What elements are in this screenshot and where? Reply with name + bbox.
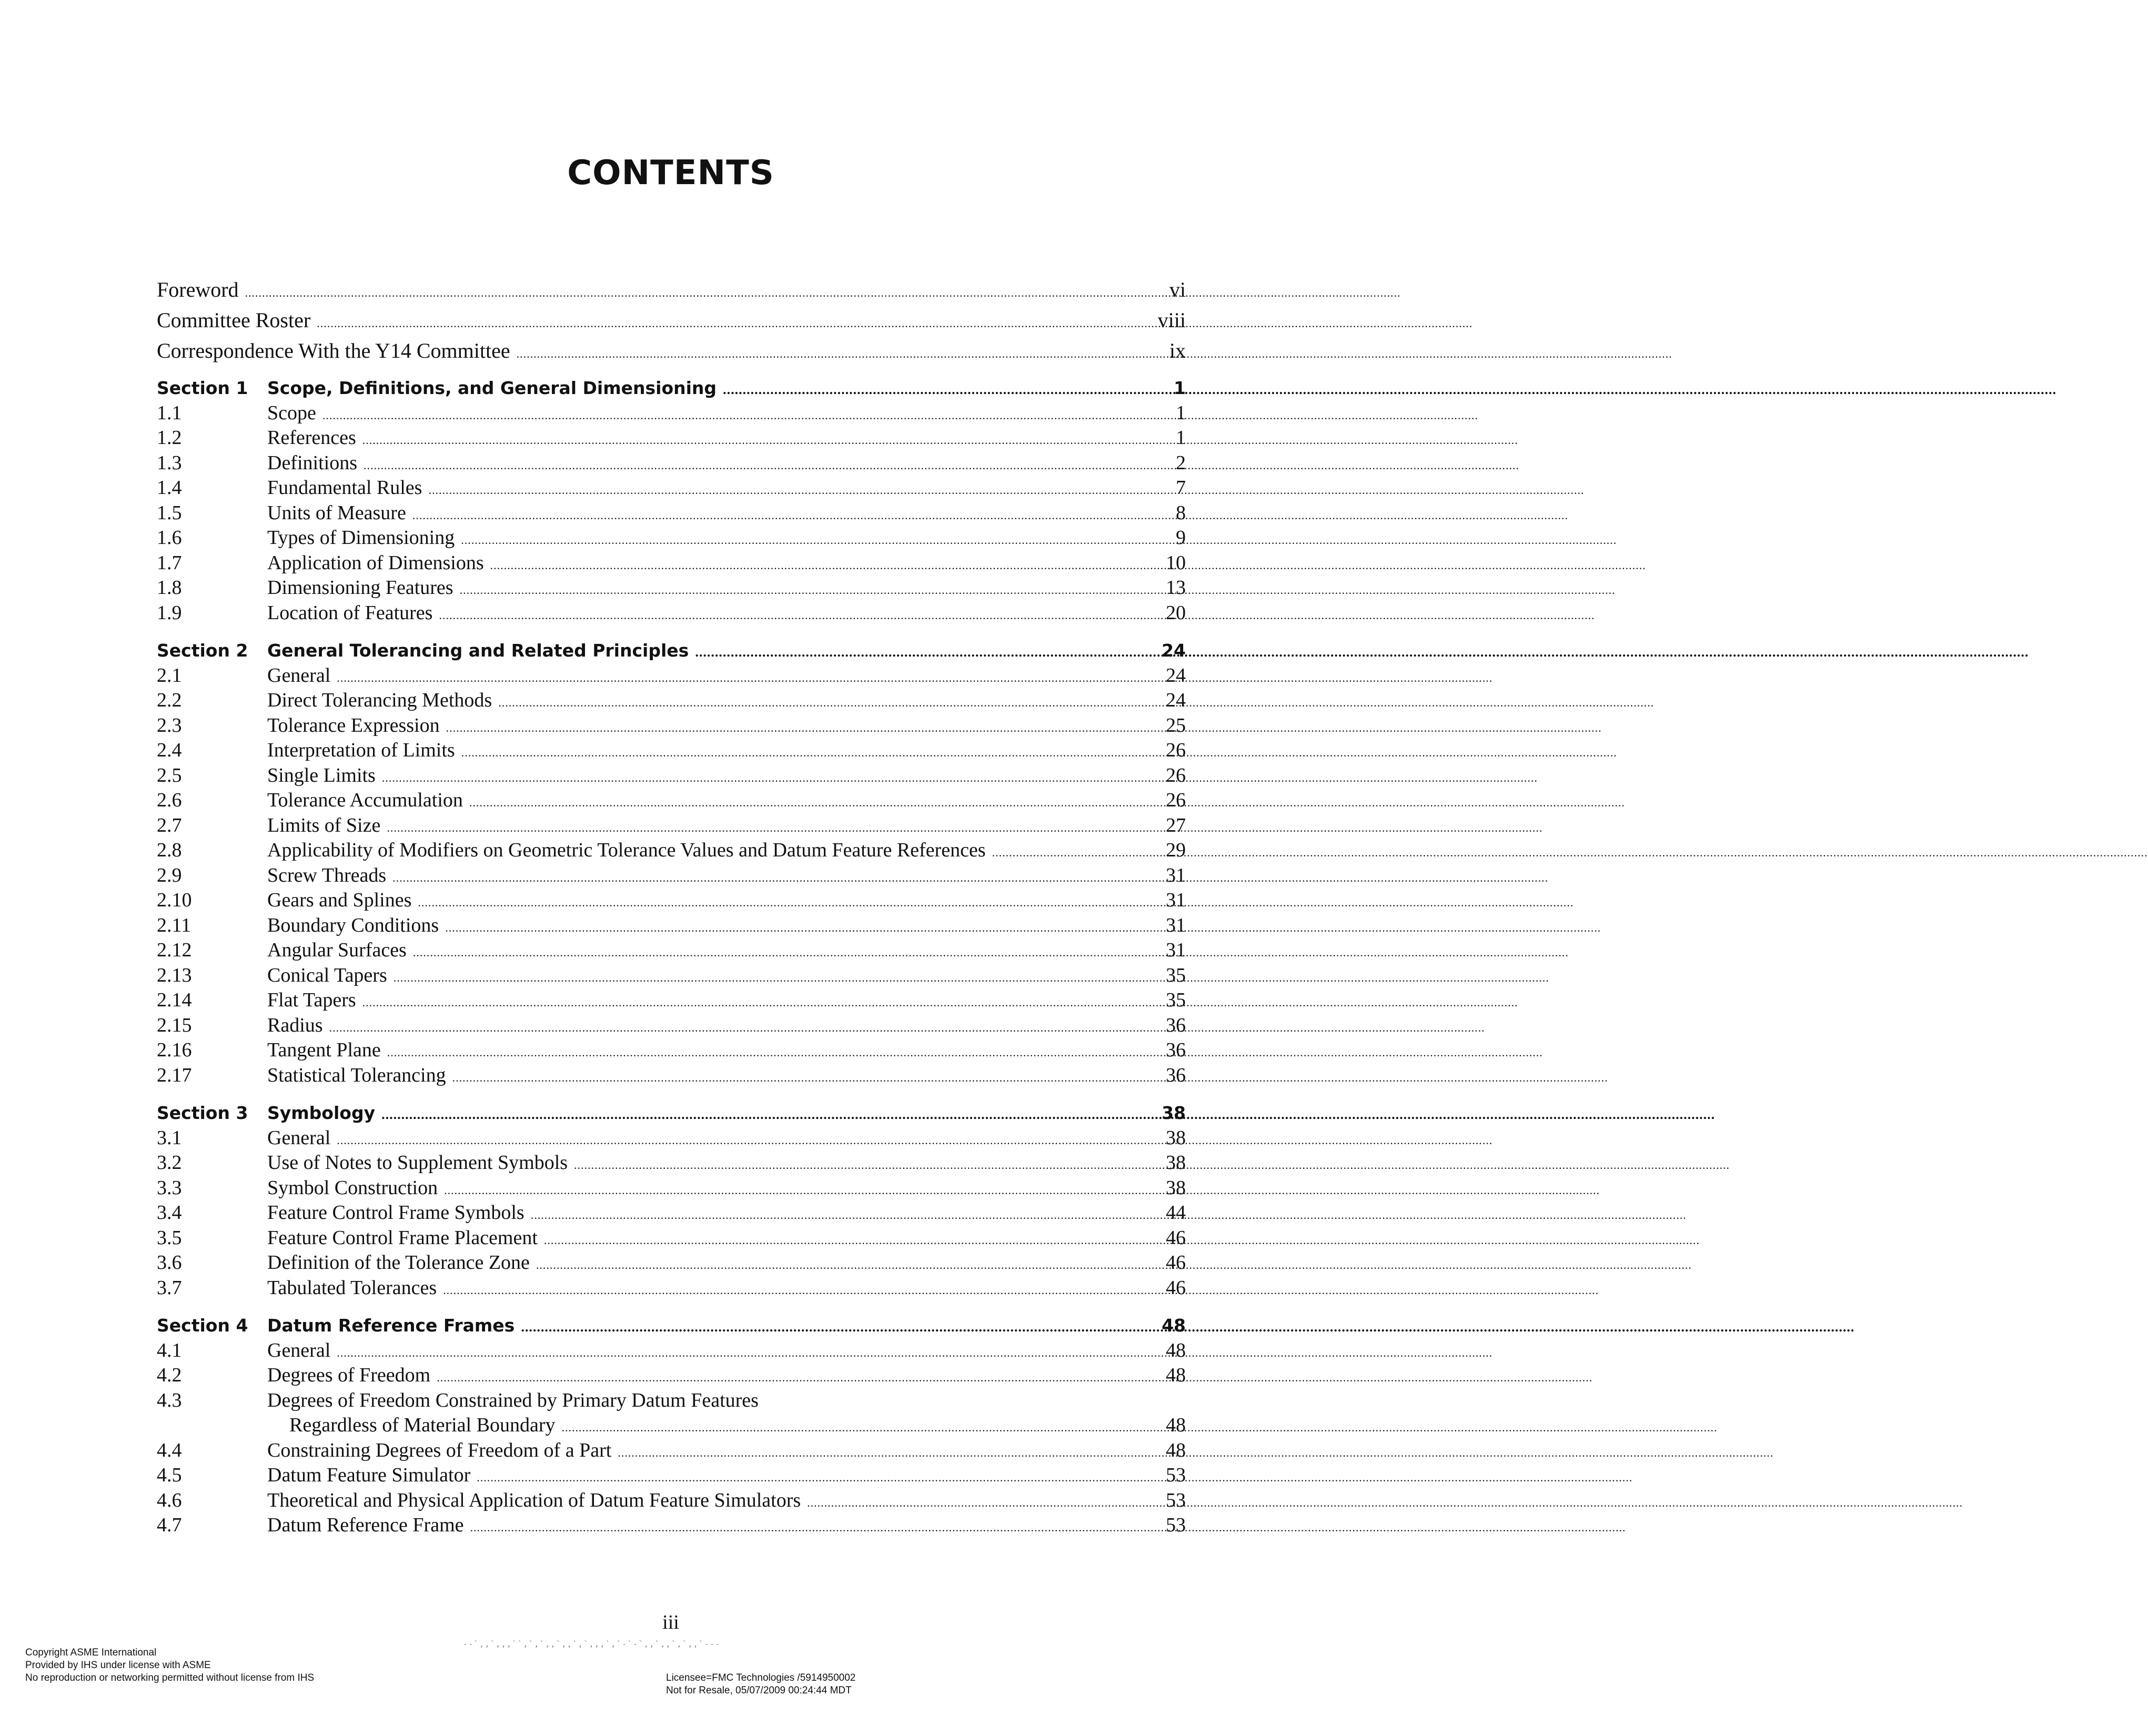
section-heading	[157, 1313, 1186, 1338]
toc-entry	[157, 788, 1186, 813]
footer-left-line: Copyright ASME International	[25, 1647, 157, 1658]
dot-leader	[437, 1365, 1592, 1390]
entry-title: Constraining Degrees of Freedom of a Part	[267, 1439, 612, 1461]
entry-title-wrap	[157, 305, 1186, 339]
toc-entry	[157, 1200, 1186, 1226]
entry-title-wrap	[157, 336, 1186, 369]
entry-title: Tangent Plane	[267, 1039, 381, 1061]
entry-page: 48	[1166, 1439, 1186, 1461]
entry-number: 2.9	[157, 864, 182, 886]
page-title: CONTENTS	[567, 154, 774, 193]
entry-number: 3.2	[157, 1152, 182, 1174]
toc-entry	[157, 863, 1186, 889]
entry-page: 38	[1166, 1176, 1186, 1199]
dot-leader	[536, 1253, 1692, 1278]
entry-title: Angular Surfaces	[267, 939, 407, 961]
footer-right-line: Licensee=FMC Technologies /5914950002	[666, 1672, 856, 1683]
entry-title: Regardless of Material Boundary	[289, 1414, 556, 1436]
entry-page: 24	[1162, 640, 1186, 661]
entry-title-wrap	[267, 426, 1186, 453]
toc-entry	[157, 426, 1186, 451]
front-matter-list	[157, 275, 1186, 366]
entry-title-wrap	[267, 713, 1186, 741]
toc-entry	[157, 663, 1186, 689]
entry-title-wrap	[267, 401, 1186, 428]
toc-entry	[157, 1250, 1186, 1276]
entry-title-wrap	[267, 1438, 1186, 1466]
entry-title-wrap	[157, 275, 1186, 308]
toc-entry	[157, 601, 1186, 626]
dot-leader	[245, 278, 1401, 308]
entry-title-wrap	[289, 1413, 1186, 1440]
entry-title: Theoretical and Physical Application of Datum Feature Simulators	[267, 1489, 801, 1511]
dot-leader	[521, 1315, 1854, 1340]
entry-page: 8	[1176, 501, 1186, 524]
entry-title: Datum Reference Frame	[267, 1514, 464, 1536]
entry-title: General	[267, 1339, 331, 1361]
toc-entry	[157, 476, 1186, 501]
entry-page: 46	[1166, 1226, 1186, 1249]
dot-leader	[317, 308, 1473, 339]
entry-title-wrap	[267, 601, 1186, 628]
entry-page: viii	[1157, 308, 1186, 332]
dot-leader	[618, 1440, 1773, 1466]
scan-marks: --`,,`,,,``,`,`,,`,,`,`,,,`,`-`-`,,`,,`,`,,`---	[463, 1640, 721, 1649]
entry-title-wrap	[267, 738, 1186, 765]
entry-page: 48	[1166, 1414, 1186, 1436]
entry-page: 1	[1176, 401, 1186, 424]
entry-number: 4.5	[157, 1464, 182, 1486]
front-matter-item	[157, 305, 1186, 336]
entry-title: Statistical Tolerancing	[267, 1064, 446, 1086]
toc-entry	[157, 1438, 1186, 1464]
dot-leader	[498, 690, 1654, 715]
toc-entry	[157, 1463, 1186, 1488]
entry-title-wrap	[267, 526, 1186, 553]
entry-page: 48	[1162, 1315, 1186, 1336]
toc-entry	[157, 738, 1186, 763]
dot-leader	[428, 478, 1584, 503]
entry-title-wrap	[267, 1363, 1186, 1390]
entry-number: 1.9	[157, 601, 182, 624]
entry-title-wrap	[267, 476, 1186, 503]
entry-title-wrap	[267, 1226, 1186, 1253]
entry-title-wrap	[267, 1313, 1186, 1340]
footer-left-line: No reproduction or networking permitted without license from IHS	[25, 1672, 315, 1683]
entry-title: Location of Features	[267, 601, 433, 624]
entry-number: 1.2	[157, 427, 182, 449]
dot-leader	[322, 403, 1478, 428]
entry-title: Degrees of Freedom Constrained by Primary Datum Features	[267, 1389, 759, 1411]
entry-number: 1.7	[157, 551, 182, 574]
entry-page: ix	[1169, 339, 1186, 362]
entry-title-wrap	[267, 638, 1186, 665]
dot-leader	[561, 1415, 1717, 1440]
toc-entry	[157, 451, 1186, 476]
entry-title: Use of Notes to Supplement Symbols	[267, 1152, 568, 1174]
entry-title: General	[267, 664, 331, 687]
entry-title: Applicability of Modifiers on Geometric Tolerance Values and Datum Feature References	[267, 839, 986, 861]
entry-number: 4.6	[157, 1489, 182, 1511]
entry-number: Section 2	[157, 640, 248, 661]
toc-entry	[157, 1388, 1186, 1414]
footer-right-line: Not for Resale, 05/07/2009 00:24:44 MDT	[666, 1685, 852, 1696]
dot-leader	[517, 339, 1672, 369]
footer-left	[25, 1647, 314, 1684]
entry-title-wrap	[267, 551, 1186, 578]
entry-number: 3.7	[157, 1276, 182, 1299]
entry-number: 3.1	[157, 1126, 182, 1149]
entry-title-wrap	[267, 1488, 1186, 1516]
entry-title: Correspondence With the Y14 Committee	[157, 339, 510, 362]
entry-page: 48	[1166, 1339, 1186, 1361]
dot-leader	[394, 965, 1549, 991]
entry-title: Gears and Splines	[267, 889, 412, 911]
entry-number: 1.8	[157, 577, 182, 599]
entry-title: Application of Dimensions	[267, 551, 484, 574]
entry-number: 2.2	[157, 689, 182, 711]
entry-page: 35	[1166, 964, 1186, 986]
entry-number: 2.11	[157, 914, 191, 936]
entry-title: References	[267, 427, 356, 449]
entry-page: 29	[1166, 839, 1186, 861]
dot-leader	[445, 915, 1601, 941]
entry-number: 2.4	[157, 739, 182, 761]
section-heading	[157, 376, 1186, 401]
footer-left-line: Provided by IHS under license with ASME	[25, 1660, 211, 1671]
toc-entry	[157, 1513, 1186, 1538]
entry-page: 31	[1166, 889, 1186, 911]
entry-number: 2.10	[157, 889, 192, 911]
entry-title: Degrees of Freedom	[267, 1364, 431, 1386]
entry-page: 46	[1166, 1251, 1186, 1274]
entry-title: Single Limits	[267, 764, 376, 786]
entry-title: General Tolerancing and Related Principles	[267, 640, 689, 661]
entry-number: 2.14	[157, 989, 192, 1011]
entry-page: 7	[1176, 477, 1186, 499]
entry-page: 27	[1166, 814, 1186, 836]
entry-title-wrap	[267, 788, 1186, 815]
entry-number: 3.3	[157, 1176, 182, 1199]
entry-page: 48	[1166, 1364, 1186, 1386]
entry-title: Dimensioning Features	[267, 577, 453, 599]
entry-title: Feature Control Frame Placement	[267, 1226, 538, 1249]
entry-title-wrap	[267, 938, 1186, 965]
dot-leader	[477, 1465, 1632, 1490]
entry-number: 4.7	[157, 1514, 182, 1536]
entry-number: 3.4	[157, 1202, 182, 1224]
entry-title: Fundamental Rules	[267, 477, 422, 499]
dot-leader	[381, 1102, 1715, 1127]
entry-page: 53	[1166, 1489, 1186, 1511]
entry-number: 2.17	[157, 1064, 192, 1086]
toc-entry	[157, 501, 1186, 526]
dot-leader	[413, 940, 1569, 965]
entry-title: Types of Dimensioning	[267, 527, 455, 549]
dot-leader	[723, 377, 2056, 402]
entry-title-wrap	[267, 663, 1186, 691]
entry-title: Conical Tapers	[267, 964, 387, 986]
entry-title: Tabulated Tolerances	[267, 1276, 437, 1299]
entry-title-wrap	[267, 501, 1186, 528]
entry-title-wrap	[267, 888, 1186, 915]
sections-list	[157, 376, 1186, 1538]
dot-leader	[364, 453, 1519, 478]
entry-title-wrap	[267, 1126, 1186, 1153]
entry-title-wrap	[267, 1513, 1186, 1540]
entry-number: 4.1	[157, 1339, 182, 1361]
footer-right	[666, 1672, 855, 1697]
entry-page: 1	[1176, 427, 1186, 449]
entry-page: 31	[1166, 864, 1186, 886]
entry-title: Interpretation of Limits	[267, 739, 455, 761]
entry-number: 3.6	[157, 1251, 182, 1274]
toc-entry	[157, 576, 1186, 601]
entry-page: 38	[1166, 1152, 1186, 1174]
entry-number: Section 4	[157, 1315, 248, 1336]
entry-title-wrap	[267, 576, 1186, 603]
dot-leader	[446, 715, 1602, 741]
dot-leader	[329, 1015, 1485, 1041]
entry-title: Boundary Conditions	[267, 914, 439, 936]
entry-page: 44	[1166, 1202, 1186, 1224]
entry-page: 26	[1166, 789, 1186, 811]
entry-page: 36	[1166, 1039, 1186, 1061]
entry-title: Feature Control Frame Symbols	[267, 1202, 525, 1224]
toc-entry	[157, 1176, 1186, 1201]
toc-entry	[157, 1150, 1186, 1176]
toc-entry	[157, 938, 1186, 963]
section-heading	[157, 1101, 1186, 1126]
dot-leader	[490, 553, 1646, 578]
entry-title: Scope, Definitions, and General Dimensioning	[267, 378, 717, 398]
toc-entry	[157, 1363, 1186, 1388]
entry-title-wrap	[267, 988, 1186, 1015]
entry-title-wrap	[267, 376, 1186, 402]
toc-entry	[157, 1013, 1186, 1038]
dot-leader	[387, 1040, 1543, 1065]
entry-title-wrap	[267, 451, 1186, 478]
entry-title: Symbol Construction	[267, 1176, 438, 1199]
entry-number: 2.12	[157, 939, 192, 961]
dot-leader	[418, 890, 1574, 915]
entry-title: Scope	[267, 401, 316, 424]
entry-title: General	[267, 1126, 331, 1149]
entry-title-wrap	[267, 1150, 1186, 1178]
entry-page: 46	[1166, 1276, 1186, 1299]
entry-number: Section 1	[157, 378, 248, 398]
page-number: iii	[662, 1611, 679, 1633]
dot-leader	[362, 990, 1518, 1015]
entry-title: Tolerance Accumulation	[267, 789, 463, 811]
entry-title: Tolerance Expression	[267, 714, 440, 736]
entry-number: 2.6	[157, 789, 182, 811]
entry-number: 2.8	[157, 839, 182, 861]
entry-page: 9	[1176, 527, 1186, 549]
entry-page: 10	[1166, 551, 1186, 574]
entry-title-wrap	[267, 1176, 1186, 1203]
entry-title-wrap	[267, 1338, 1186, 1366]
dot-leader	[443, 1278, 1599, 1303]
toc-entry	[157, 551, 1186, 576]
entry-title: Foreword	[157, 278, 239, 301]
entry-page: 36	[1166, 1014, 1186, 1036]
entry-number: 2.3	[157, 714, 182, 736]
entry-number: 4.3	[157, 1389, 182, 1411]
entry-page: 53	[1166, 1514, 1186, 1536]
entry-title: Limits of Size	[267, 814, 381, 836]
table-of-contents	[157, 275, 1186, 1538]
front-matter-item	[157, 336, 1186, 366]
entry-title-wrap	[267, 688, 1186, 715]
dot-leader	[387, 815, 1542, 841]
dot-leader	[469, 790, 1625, 815]
entry-page: 20	[1166, 601, 1186, 624]
entry-page: 31	[1166, 939, 1186, 961]
entry-number: 1.3	[157, 451, 182, 474]
entry-page: 13	[1166, 577, 1186, 599]
toc-entry	[157, 688, 1186, 713]
dot-leader	[362, 428, 1518, 453]
toc-entry-continuation	[157, 1413, 1186, 1438]
entry-title-wrap	[267, 1388, 1186, 1414]
entry-title: Definitions	[267, 451, 357, 474]
entry-title: Symbology	[267, 1103, 376, 1123]
dot-leader	[382, 765, 1538, 791]
entry-title-wrap	[267, 1038, 1186, 1065]
entry-title: Direct Tolerancing Methods	[267, 689, 492, 711]
entry-number: 2.15	[157, 1014, 192, 1036]
entry-title: Flat Tapers	[267, 989, 356, 1011]
dot-leader	[470, 1515, 1626, 1540]
entry-title-wrap	[267, 1250, 1186, 1278]
entry-title: Definition of the Tolerance Zone	[267, 1251, 530, 1274]
entry-number: 1.6	[157, 527, 182, 549]
toc-entry	[157, 1226, 1186, 1251]
dot-leader	[695, 640, 2029, 665]
entry-number: 2.13	[157, 964, 192, 986]
entry-page: vi	[1169, 278, 1186, 301]
entry-title-wrap	[267, 963, 1186, 991]
dot-leader	[452, 1065, 1608, 1091]
entry-title-wrap	[267, 1101, 1186, 1127]
dot-leader	[461, 528, 1617, 553]
toc-entry	[157, 838, 1186, 863]
entry-page: 24	[1166, 664, 1186, 687]
entry-number: 2.7	[157, 814, 182, 836]
toc-entry	[157, 1276, 1186, 1301]
entry-page: 24	[1166, 689, 1186, 711]
dot-leader	[392, 865, 1548, 891]
dot-leader	[544, 1228, 1700, 1253]
entry-page: 35	[1166, 989, 1186, 1011]
entry-title-wrap	[267, 1013, 1186, 1041]
toc-entry	[157, 963, 1186, 988]
entry-title-wrap	[267, 763, 1186, 791]
dot-leader	[412, 503, 1568, 528]
dot-leader	[807, 1490, 1963, 1516]
dot-leader	[460, 578, 1616, 603]
entry-number: 2.5	[157, 764, 182, 786]
toc-entry	[157, 763, 1186, 789]
section-heading	[157, 638, 1186, 663]
entry-number: 2.1	[157, 664, 182, 687]
entry-title: Screw Threads	[267, 864, 387, 886]
entry-title-wrap	[267, 1200, 1186, 1228]
entry-title-wrap	[267, 838, 1186, 865]
entry-title: Units of Measure	[267, 501, 406, 524]
entry-page: 38	[1162, 1103, 1186, 1123]
toc-entry	[157, 1063, 1186, 1088]
entry-title-wrap	[267, 1276, 1186, 1303]
entry-number: 3.5	[157, 1226, 182, 1249]
entry-title: Datum Reference Frames	[267, 1315, 515, 1336]
dot-leader	[461, 740, 1617, 765]
entry-page: 26	[1166, 739, 1186, 761]
entry-page: 25	[1166, 714, 1186, 736]
dot-leader	[439, 603, 1595, 628]
entry-number: 1.4	[157, 477, 182, 499]
entry-page: 38	[1166, 1126, 1186, 1149]
entry-title-wrap	[267, 913, 1186, 941]
toc-entry	[157, 713, 1186, 739]
entry-page: 26	[1166, 764, 1186, 786]
entry-number: 1.5	[157, 501, 182, 524]
entry-title: Committee Roster	[157, 308, 311, 332]
toc-entry	[157, 813, 1186, 839]
entry-title: Datum Feature Simulator	[267, 1464, 471, 1486]
dot-leader	[531, 1203, 1687, 1228]
entry-title-wrap	[267, 1463, 1186, 1490]
toc-entry	[157, 1038, 1186, 1063]
entry-page: 2	[1176, 451, 1186, 474]
dot-leader	[337, 665, 1492, 691]
dot-leader	[444, 1178, 1600, 1203]
toc-entry	[157, 1488, 1186, 1513]
toc-entry	[157, 526, 1186, 551]
entry-title-wrap	[267, 1063, 1186, 1091]
entry-title-wrap	[267, 863, 1186, 891]
entry-number: 4.2	[157, 1364, 182, 1386]
entry-title: Radius	[267, 1014, 323, 1036]
entry-number: 4.4	[157, 1439, 182, 1461]
dot-leader	[337, 1128, 1492, 1153]
entry-number: 2.16	[157, 1039, 192, 1061]
entry-number: 1.1	[157, 401, 182, 424]
entry-page: 1	[1174, 378, 1186, 398]
entry-page: 36	[1166, 1064, 1186, 1086]
toc-entry	[157, 888, 1186, 913]
toc-entry	[157, 913, 1186, 938]
entry-number: Section 3	[157, 1103, 248, 1123]
toc-entry	[157, 988, 1186, 1013]
front-matter-item	[157, 275, 1186, 305]
dot-leader	[337, 1340, 1492, 1366]
toc-entry	[157, 1126, 1186, 1151]
toc-entry	[157, 1338, 1186, 1364]
entry-page: 53	[1166, 1464, 1186, 1486]
entry-page: 31	[1166, 914, 1186, 936]
toc-entry	[157, 401, 1186, 426]
entry-title-wrap	[267, 813, 1186, 841]
